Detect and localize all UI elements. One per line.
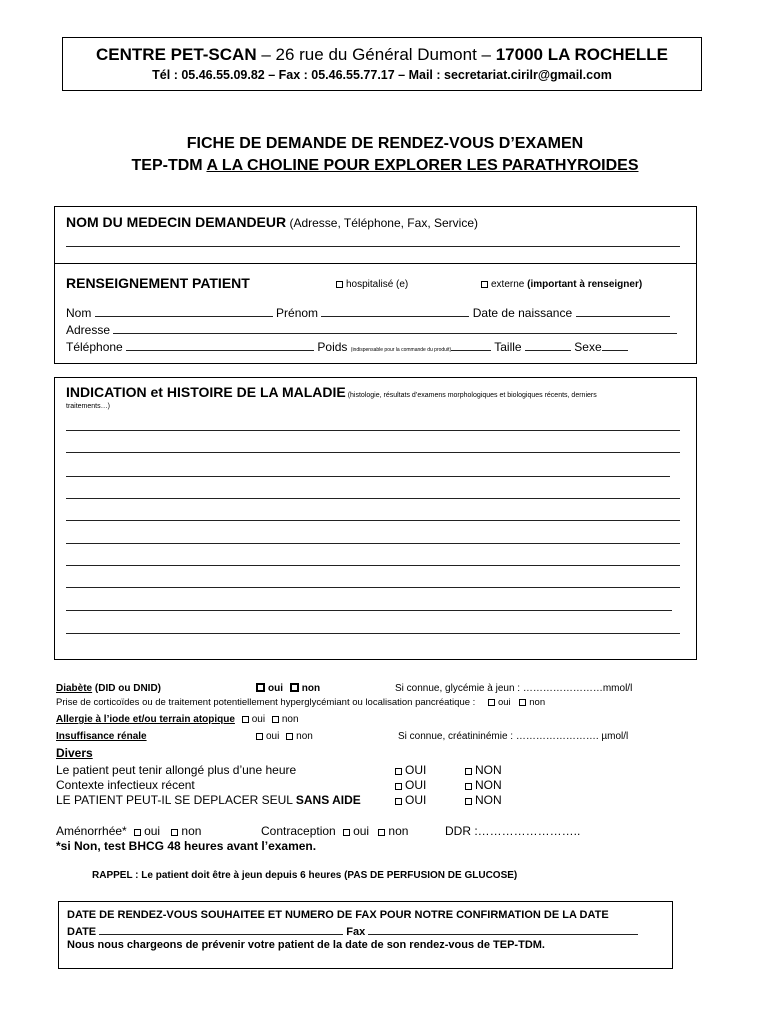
deplacer-oui-checkbox[interactable] [395, 798, 402, 805]
deplacer-non[interactable]: NON [465, 793, 502, 807]
contraception-non-checkbox[interactable] [378, 829, 385, 836]
sexe-field[interactable] [602, 339, 628, 351]
infectieux-oui[interactable]: OUI [395, 778, 426, 792]
allergie-row: Allergie à l’iode et/ou terrain atopique oui non [56, 714, 299, 725]
infectieux-non-checkbox[interactable] [465, 783, 472, 790]
indication-line[interactable] [66, 565, 680, 566]
divers-heading: Divers [56, 746, 93, 760]
insuffisance-label: Insuffisance rénale [56, 731, 147, 742]
externe-option[interactable]: externe (important à renseigner) [481, 279, 642, 290]
allonge-oui[interactable]: OUI [395, 763, 426, 777]
patient-row-2: Adresse [66, 322, 677, 337]
allonge-oui-checkbox[interactable] [395, 768, 402, 775]
patient-row-3: Téléphone Poids (indispensable pour la commande du produit) Taille Sexe [66, 339, 628, 354]
medecin-field[interactable] [66, 246, 680, 247]
indication-box [54, 377, 697, 660]
externe-checkbox[interactable] [481, 281, 488, 288]
indication-heading: INDICATION et HISTOIRE DE LA MALADIE (histologie, résultats d’examens morphologiques et biologiques récents, derniers [66, 384, 597, 400]
hospitalise-checkbox[interactable] [336, 281, 343, 288]
diabete-options: oui non [256, 683, 320, 694]
center-address: 26 rue du Général Dumont [275, 45, 477, 64]
divider [55, 263, 696, 264]
infectieux-non[interactable]: NON [465, 778, 502, 792]
indication-line[interactable] [66, 520, 680, 521]
indication-hint-2: traitements…) [66, 403, 110, 410]
allonge-non[interactable]: NON [465, 763, 502, 777]
ddr-field[interactable]: DDR :…………………….. [445, 824, 581, 838]
deplacer-label: LE PATIENT PEUT-IL SE DEPLACER SEUL SANS AIDE [56, 793, 361, 807]
rdv-fax-field[interactable] [368, 924, 638, 935]
allergie-non-checkbox[interactable] [272, 716, 279, 723]
diabete-oui-checkbox[interactable] [256, 683, 265, 692]
creatininemie-label: Si connue, créatininémie : ……………………. µmol/l [398, 731, 629, 742]
nom-field[interactable] [95, 305, 273, 317]
allergie-oui-checkbox[interactable] [242, 716, 249, 723]
header-line-1: CENTRE PET-SCAN – 26 rue du Général Dumont – 17000 LA ROCHELLE [96, 45, 668, 64]
infectieux-label: Contexte infectieux récent [56, 778, 195, 792]
indication-line[interactable] [66, 476, 670, 477]
rdv-date-field[interactable] [99, 924, 343, 935]
insuffisance-non-checkbox[interactable] [286, 733, 293, 740]
telephone-field[interactable] [126, 339, 314, 351]
indication-line[interactable] [66, 610, 672, 611]
medecin-heading: NOM DU MEDECIN DEMANDEUR (Adresse, Téléphone, Fax, Service) [66, 214, 478, 230]
allonge-label: Le patient peut tenir allongé plus d’une heure [56, 763, 297, 777]
amenorrhee-row: Aménorrhée* oui non [56, 824, 202, 838]
deplacer-non-checkbox[interactable] [465, 798, 472, 805]
taille-field[interactable] [525, 339, 571, 351]
header-box [62, 37, 702, 91]
indication-line[interactable] [66, 452, 680, 453]
infectieux-oui-checkbox[interactable] [395, 783, 402, 790]
patient-row-1: Nom Prénom Date de naissance [66, 305, 670, 320]
corticoides-oui-checkbox[interactable] [488, 699, 495, 706]
form-title-line-2: TEP-TDM A LA CHOLINE POUR EXPLORER LES PARATHYROIDES [131, 157, 639, 174]
insuffisance-oui-checkbox[interactable] [256, 733, 263, 740]
patient-heading: RENSEIGNEMENT PATIENT [66, 275, 250, 291]
rappel-note: RAPPEL : Le patient doit être à jeun depuis 6 heures (PAS DE PERFUSION DE GLUCOSE) [92, 870, 518, 881]
indication-line[interactable] [66, 543, 680, 544]
amenorrhee-oui-checkbox[interactable] [134, 829, 141, 836]
contraception-row: Contraception oui non [261, 824, 409, 838]
bhcg-note: *si Non, test BHCG 48 heures avant l’examen. [56, 839, 317, 853]
hospitalise-option[interactable]: hospitalisé (e) [336, 279, 408, 290]
rdv-line-2: DATE Fax [67, 924, 638, 938]
prenom-field[interactable] [321, 305, 469, 317]
diabete-row: Diabète (DID ou DNID) [56, 683, 162, 694]
glycemie-label: Si connue, glycémie à jeun : ……………………mmol/l [395, 683, 633, 694]
deplacer-oui[interactable]: OUI [395, 793, 426, 807]
date-naissance-field[interactable] [576, 305, 670, 317]
indication-line[interactable] [66, 430, 680, 431]
center-contact: Tél : 05.46.55.09.82 – Fax : 05.46.55.77.17 – Mail : secretariat.cirilr@gmail.com [152, 68, 612, 82]
indication-line[interactable] [66, 633, 680, 634]
corticoides-row: Prise de corticoïdes ou de traitement potentiellement hyperglycémiant ou localisation pancréatique : oui non [56, 697, 546, 708]
rdv-line-1: DATE DE RENDEZ-VOUS SOUHAITEE ET NUMERO DE FAX POUR NOTRE CONFIRMATION DE LA DATE [67, 909, 609, 921]
adresse-field[interactable] [113, 322, 677, 334]
center-name: CENTRE PET-SCAN [96, 45, 257, 64]
allonge-non-checkbox[interactable] [465, 768, 472, 775]
form-title-line-1: FICHE DE DEMANDE DE RENDEZ-VOUS D’EXAMEN [186, 135, 584, 152]
rdv-line-3: Nous nous chargeons de prévenir votre patient de la date de son rendez-vous de TEP-TDM. [67, 939, 545, 951]
corticoides-non-checkbox[interactable] [519, 699, 526, 706]
amenorrhee-non-checkbox[interactable] [171, 829, 178, 836]
center-city: 17000 LA ROCHELLE [495, 45, 668, 64]
diabete-non-checkbox[interactable] [290, 683, 299, 692]
indication-line[interactable] [66, 587, 680, 588]
indication-line[interactable] [66, 498, 680, 499]
contraception-oui-checkbox[interactable] [343, 829, 350, 836]
insuffisance-options: oui non [256, 731, 313, 742]
poids-field[interactable] [451, 339, 491, 351]
